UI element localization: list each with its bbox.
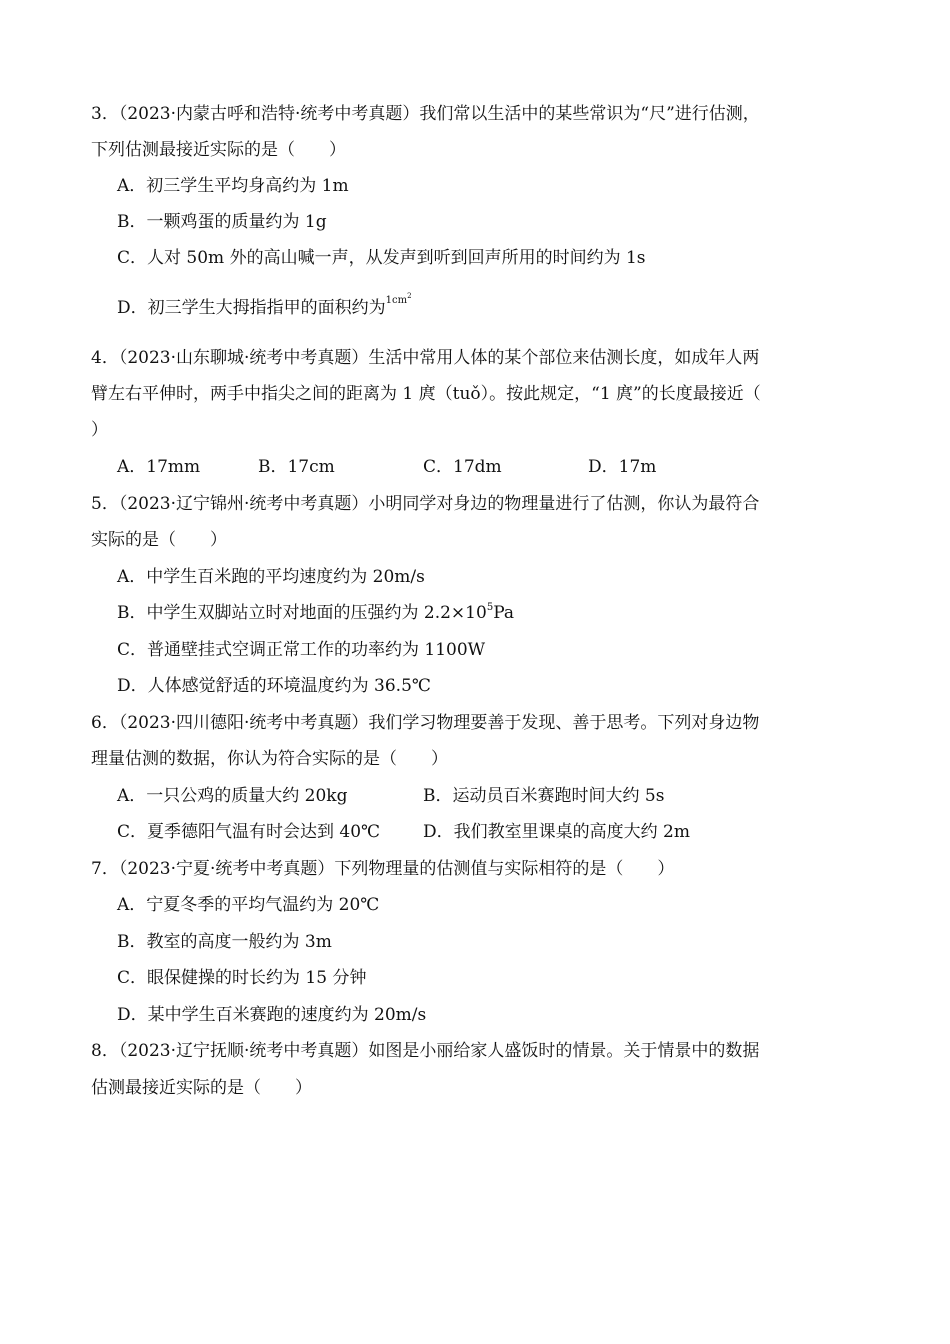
question-7-option-d: D．某中学生百米赛跑的速度约为 20m/s	[117, 1005, 427, 1025]
question-3-option-d-value	[385, 291, 412, 306]
question-6-option-a: A．一只公鸡的质量大约 20kg	[117, 786, 348, 806]
question-4-stem-line1: 4．（2023·山东聊城·统考中考真题）生活中常用人体的某个部位来估测长度，如成年人两	[91, 348, 760, 368]
question-5-option-b-text: B．中学生双脚站立时对地面的压强约为 2.2×10	[117, 603, 487, 623]
question-5-option-c: C．普通壁挂式空调正常工作的功率约为 1100W	[117, 640, 486, 660]
question-5-option-b	[117, 601, 514, 625]
question-3-option-b: B．一颗鸡蛋的质量约为 1g	[117, 212, 327, 232]
question-6-option-b: B．运动员百米赛跑时间大约 5s	[423, 786, 665, 806]
question-3-option-d	[117, 291, 412, 323]
question-7-option-a: A．宁夏冬季的平均气温约为 20℃	[117, 895, 380, 915]
area-value: 1cm	[385, 295, 408, 306]
question-3-stem-line1: 3．（2023·内蒙古呼和浩特·统考中考真题）我们常以生活中的某些常识为“尺”进行估测，	[91, 104, 760, 124]
question-8-stem-line1: 8．（2023·辽宁抚顺·统考中考真题）如图是小丽给家人盛饭时的情景。关于情景中的数据	[91, 1041, 760, 1061]
question-6-option-c: C．夏季德阳气温有时会达到 40℃	[117, 822, 381, 842]
question-4-option-b: B．17cm	[258, 457, 335, 477]
question-4-option-c: C．17dm	[423, 457, 502, 477]
area-exponent: 2	[407, 291, 412, 300]
pressure-exponent: 5	[486, 602, 494, 614]
question-7-option-c: C．眼保健操的时长约为 15 分钟	[117, 968, 367, 988]
question-3-option-d-text: D．初三学生大拇指指甲的面积约为	[117, 298, 386, 318]
pressure-unit: Pa	[493, 603, 514, 623]
question-6-stem-line1: 6．（2023·四川德阳·统考中考真题）我们学习物理要善于发现、善于思考。下列对身边物	[91, 713, 760, 733]
question-6-stem-line2: 理量估测的数据，你认为符合实际的是（ ）	[91, 749, 448, 769]
question-7-stem-line1: 7．（2023·宁夏·统考中考真题）下列物理量的估测值与实际相符的是（ ）	[91, 859, 675, 879]
question-5-option-a: A．中学生百米跑的平均速度约为 20m/s	[117, 567, 425, 587]
question-5-option-d: D．人体感觉舒适的环境温度约为 36.5℃	[117, 676, 431, 696]
question-4-stem-line3: ）	[91, 420, 108, 440]
question-7-option-b: B．教室的高度一般约为 3m	[117, 932, 332, 952]
question-6-option-d: D．我们教室里课桌的高度大约 2m	[423, 822, 690, 842]
question-4-option-a: A．17mm	[117, 457, 201, 477]
question-3-option-c: C．人对 50m 外的高山喊一声，从发声到听到回声所用的时间约为 1s	[117, 248, 646, 268]
question-5-stem-line2: 实际的是（ ）	[91, 530, 227, 550]
question-4-option-d: D．17m	[588, 457, 657, 477]
question-5-stem-line1: 5．（2023·辽宁锦州·统考中考真题）小明同学对身边的物理量进行了估测，你认为最符合	[91, 494, 760, 514]
question-3-option-a: A．初三学生平均身高约为 1m	[117, 176, 349, 196]
question-4-stem-line2: 臂左右平伸时，两手中指尖之间的距离为 1 庹（tuǒ）。按此规定，“1 庹”的长度最接近（	[91, 384, 761, 404]
question-8-stem-line2: 估测最接近实际的是（ ）	[91, 1078, 312, 1098]
question-3-stem-line2: 下列估测最接近实际的是（ ）	[91, 140, 346, 160]
